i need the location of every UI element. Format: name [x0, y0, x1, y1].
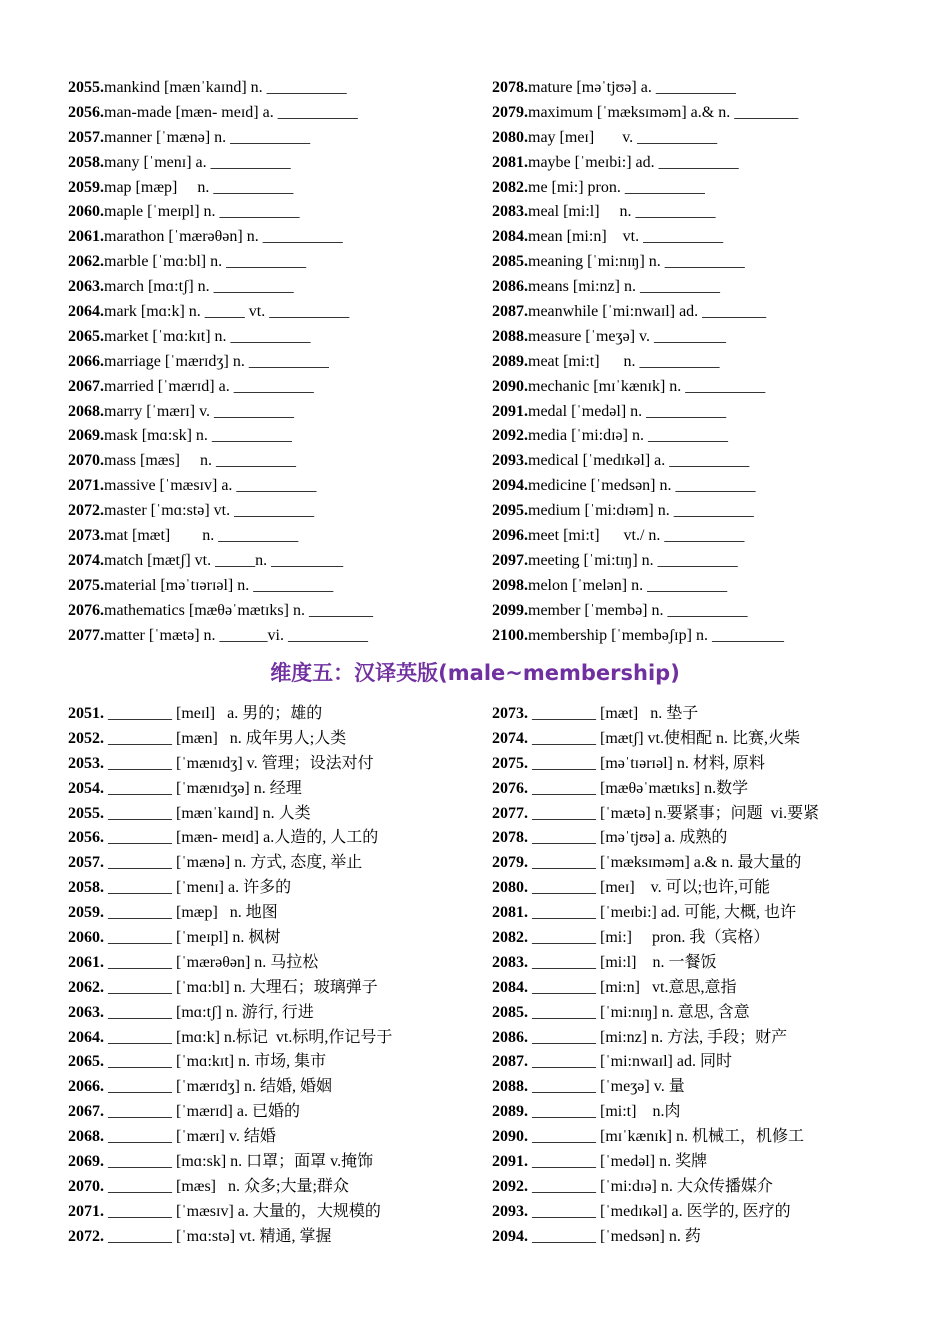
vocab-entry	[68, 200, 373, 225]
vocab-entry	[68, 1075, 392, 1100]
entry-number: 2055.	[68, 804, 104, 822]
entry-text: ________ [ˈmærɪd] a. 已婚的	[104, 1103, 300, 1121]
entry-text: mankind [mænˈkaɪnd] n. __________	[104, 79, 347, 96]
entry-text: mature [məˈtjʊə] a. __________	[528, 79, 736, 96]
entry-number: 2061.	[68, 228, 104, 246]
entry-number: 2073.	[68, 527, 104, 545]
entry-number: 2062.	[68, 978, 104, 996]
entry-number: 2070.	[68, 1177, 104, 1195]
vocab-entry	[492, 851, 819, 876]
entry-number: 2066.	[68, 1078, 104, 1096]
entry-number: 2066.	[68, 352, 104, 370]
entry-number: 2087.	[492, 1053, 528, 1071]
entry-number: 2081.	[492, 153, 528, 171]
entry-number: 2073.	[492, 705, 528, 722]
entry-text: ________ [mæs] n. 众多;大量;群众	[104, 1177, 349, 1195]
entry-number: 2074.	[68, 551, 104, 569]
vocab-entry	[68, 1125, 392, 1150]
entry-text: ________ [ˈmedɪkəl] a. 医学的, 医疗的	[528, 1202, 791, 1220]
vocab-entry	[68, 802, 392, 827]
vocab-entry	[492, 624, 798, 649]
vocab-entry	[492, 1225, 819, 1250]
entry-number: 2056.	[68, 103, 104, 121]
entry-text: mathematics [mæθəˈmætɪks] n. ________	[104, 601, 373, 619]
entry-text: ________ [ˈmæksɪməm] a.& n. 最大量的	[528, 854, 802, 872]
entry-text: ________ [mæn] n. 成年男人;人类	[104, 729, 347, 747]
entry-text: member [ˈmembə] n. __________	[528, 601, 748, 619]
vocab-entry	[492, 876, 819, 901]
entry-number: 2080.	[492, 128, 528, 146]
vocab-entry	[68, 250, 373, 275]
entry-number: 2052.	[68, 729, 104, 747]
entry-number: 2087.	[492, 303, 528, 321]
entry-number: 2094.	[492, 477, 528, 495]
entry-text: mechanic [mɪˈkænɪk] n. __________	[528, 377, 766, 395]
entry-number: 2084.	[492, 228, 528, 246]
entry-text: meaning [ˈmi:nɪŋ] n. __________	[528, 253, 745, 271]
vocab-entry	[68, 926, 392, 951]
vocab-entry	[68, 976, 392, 1001]
entry-text: ________ [ˈmæsɪv] a. 大量的，大规模的	[104, 1202, 381, 1220]
vocab-entry	[492, 200, 798, 225]
entry-text: manner [ˈmænə] n. __________	[104, 128, 311, 146]
entry-number: 2071.	[68, 477, 104, 495]
vocab-entry	[68, 524, 373, 549]
entry-text: ________ [ˈmeɪbi:] ad. 可能, 大概, 也许	[528, 904, 796, 922]
entry-number: 2092.	[492, 427, 528, 445]
entry-number: 2100.	[492, 626, 528, 644]
entry-number: 2054.	[68, 779, 104, 797]
vocab-entry	[492, 400, 798, 425]
entry-text: melon [ˈmelən] n. __________	[528, 576, 728, 594]
entry-text: marble [ˈmɑ:bl] n. __________	[104, 253, 307, 271]
entry-text: master [ˈmɑ:stə] vt. __________	[104, 502, 315, 520]
entry-text: ________ [mi:nz] n. 方法, 手段；财产	[528, 1028, 788, 1046]
vocab-entry	[492, 1175, 819, 1200]
entry-text: march [mɑ:tʃ] n. __________	[104, 278, 294, 296]
entry-number: 2083.	[492, 203, 528, 221]
vocab-entry	[492, 1200, 819, 1225]
entry-number: 2053.	[68, 754, 104, 772]
vocab-entry	[68, 727, 392, 752]
entry-number: 2082.	[492, 929, 528, 947]
entry-text: measure [ˈmeʒə] v. _________	[528, 327, 726, 345]
vocab-entry	[492, 76, 798, 101]
vocab-entry	[68, 275, 373, 300]
entry-text: means [mi:nz] n. __________	[528, 278, 720, 296]
entry-text: medal [ˈmedəl] n. __________	[528, 402, 727, 420]
entry-number: 2086.	[492, 278, 528, 296]
entry-text: ________ [ˈmænɪdʒ] v. 管理；设法对付	[104, 754, 374, 772]
vocab-entry	[492, 1125, 819, 1150]
entry-number: 2088.	[492, 1078, 528, 1096]
entry-text: medium [ˈmi:dɪəm] n. __________	[528, 502, 754, 520]
entry-text: ________ [ˈmenɪ] a. 许多的	[104, 879, 292, 897]
entry-text: ________ [ˈmɑ:bl] n. 大理石；玻璃弹子	[104, 978, 378, 996]
vocab-entry	[492, 126, 798, 151]
entry-text: match [mætʃ] vt. _____n. _________	[104, 551, 344, 569]
entry-number: 2057.	[68, 128, 104, 146]
vocab-entry	[492, 599, 798, 624]
vocab-entry	[68, 126, 373, 151]
bottom-left-column	[68, 702, 392, 1250]
vocab-entry	[492, 926, 819, 951]
vocab-entry	[492, 176, 798, 201]
vocab-entry	[492, 777, 819, 802]
entry-number: 2067.	[68, 377, 104, 395]
entry-number: 2079.	[492, 103, 528, 121]
entry-number: 2060.	[68, 203, 104, 221]
vocab-entry	[492, 549, 798, 574]
entry-number: 2080.	[492, 879, 528, 897]
vocab-entry	[492, 151, 798, 176]
entry-text: ________ [mɪˈkænɪk] n. 机械工，机修工	[528, 1128, 804, 1146]
entry-text: membership [ˈmembəʃɪp] n. _________	[528, 626, 784, 644]
vocab-entry	[492, 752, 819, 777]
entry-number: 2077.	[68, 626, 104, 644]
vocab-entry	[68, 574, 373, 599]
entry-text: ________ [mæt] n. 垫子	[528, 705, 699, 722]
vocab-entry	[492, 524, 798, 549]
entry-text: market [ˈmɑ:kɪt] n. __________	[104, 327, 311, 345]
vocab-entry	[68, 1026, 392, 1051]
entry-text: maximum [ˈmæksɪməm] a.& n. ________	[528, 103, 799, 121]
entry-text: ________ [meɪl] a. 男的；雄的	[104, 705, 323, 722]
vocab-entry	[492, 574, 798, 599]
vocab-entry	[68, 851, 392, 876]
entry-number: 2084.	[492, 978, 528, 996]
vocab-entry	[68, 1200, 392, 1225]
entry-text: ________ [məˈtjʊə] a. 成熟的	[528, 829, 728, 847]
entry-number: 2056.	[68, 829, 104, 847]
entry-number: 2064.	[68, 303, 104, 321]
entry-number: 2068.	[68, 402, 104, 420]
entry-number: 2074.	[492, 729, 528, 747]
entry-text: mass [mæs] n. __________	[104, 452, 296, 470]
top-left-column	[68, 76, 373, 648]
vocab-entry	[492, 275, 798, 300]
vocab-entry	[492, 250, 798, 275]
entry-text: ________ [ˈmedəl] n. 奖牌	[528, 1153, 708, 1171]
entry-text: marry [ˈmærɪ] v. __________	[104, 402, 295, 420]
entry-text: ________ [mi:n] vt.意思,意指	[528, 978, 737, 996]
vocab-entry	[68, 176, 373, 201]
entry-number: 2068.	[68, 1128, 104, 1146]
entry-text: ________ [ˈmi:dɪə] n. 大众传播媒介	[528, 1177, 773, 1195]
entry-text: ________ [ˈmedsən] n. 药	[528, 1227, 701, 1245]
entry-text: meal [mi:l] n. __________	[528, 203, 716, 221]
entry-text: ________ [ˈmænɪdʒə] n. 经理	[104, 779, 302, 797]
vocab-entry	[68, 151, 373, 176]
entry-text: marriage [ˈmærɪdʒ] n. __________	[104, 352, 329, 370]
entry-number: 2095.	[492, 502, 528, 520]
entry-number: 2078.	[492, 829, 528, 847]
entry-text: meat [mi:t] n. __________	[528, 352, 720, 370]
entry-text: meet [mi:t] vt./ n. __________	[528, 527, 745, 545]
entry-number: 2075.	[68, 576, 104, 594]
entry-number: 2092.	[492, 1177, 528, 1195]
entry-text: mark [mɑ:k] n. _____ vt. __________	[104, 303, 350, 321]
vocab-entry	[492, 1050, 819, 1075]
entry-number: 2099.	[492, 601, 528, 619]
entry-number: 2082.	[492, 178, 528, 196]
entry-text: mat [mæt] n. __________	[104, 527, 299, 545]
entry-number: 2093.	[492, 1202, 528, 1220]
entry-number: 2058.	[68, 879, 104, 897]
vocab-entry	[492, 300, 798, 325]
entry-number: 2089.	[492, 1103, 528, 1121]
entry-number: 2063.	[68, 278, 104, 296]
entry-text: material [məˈtɪərɪəl] n. __________	[104, 576, 334, 594]
entry-text: ________ [mætʃ] vt.使相配 n. 比赛,火柴	[528, 729, 800, 747]
entry-text: ________ [mæθəˈmætɪks] n.数学	[528, 779, 749, 797]
entry-text: married [ˈmærɪd] a. __________	[104, 377, 314, 395]
vocab-entry	[68, 400, 373, 425]
entry-text: mean [mi:n] vt. __________	[528, 228, 724, 246]
entry-number: 2079.	[492, 854, 528, 872]
entry-text: mask [mɑ:sk] n. __________	[104, 427, 292, 445]
vocab-entry	[492, 1001, 819, 1026]
entry-text: many [ˈmenɪ] a. __________	[104, 153, 291, 171]
entry-text: ________ [ˈmeɪpl] n. 枫树	[104, 929, 281, 947]
vocab-entry	[68, 1100, 392, 1125]
entry-text: ________ [ˈmi:nɪŋ] n. 意思, 含意	[528, 1003, 750, 1021]
vocab-entry	[68, 777, 392, 802]
entry-number: 2085.	[492, 253, 528, 271]
entry-number: 2059.	[68, 178, 104, 196]
entry-text: ________ [mæn- meɪd] a.人造的, 人工的	[104, 829, 379, 847]
vocab-entry	[68, 752, 392, 777]
entry-text: ________ [ˈmeʒə] v. 量	[528, 1078, 685, 1096]
vocab-entry	[68, 300, 373, 325]
entry-text: ________ [mɑ:sk] n. 口罩；面罩 v.掩饰	[104, 1153, 374, 1171]
entry-number: 2065.	[68, 327, 104, 345]
entry-text: ________ [mi:l] n. 一餐饭	[528, 953, 717, 971]
entry-text: ________ [mɑ:tʃ] n. 游行, 行进	[104, 1003, 314, 1021]
vocab-entry	[492, 1150, 819, 1175]
entry-number: 2051.	[68, 705, 104, 722]
vocab-entry	[492, 1075, 819, 1100]
entry-number: 2072.	[68, 502, 104, 520]
entry-number: 2088.	[492, 327, 528, 345]
top-right-column	[492, 76, 798, 648]
vocab-entry	[68, 325, 373, 350]
entry-text: meeting [ˈmi:tɪŋ] n. __________	[528, 551, 738, 569]
bottom-right-column	[492, 702, 819, 1250]
vocab-entry	[68, 424, 373, 449]
vocab-entry	[68, 1175, 392, 1200]
vocab-entry	[68, 702, 392, 727]
vocab-entry	[68, 549, 373, 574]
entry-number: 2069.	[68, 427, 104, 445]
entry-number: 2061.	[68, 953, 104, 971]
vocab-entry	[492, 901, 819, 926]
entry-text: ________ [ˈmærɪ] v. 结婚	[104, 1128, 276, 1146]
entry-number: 2055.	[68, 79, 104, 96]
vocab-entry	[68, 449, 373, 474]
entry-text: ________ [ˈmɑ:stə] vt. 精通, 掌握	[104, 1227, 332, 1245]
entry-text: maybe [ˈmeɪbi:] ad. __________	[528, 153, 739, 171]
vocab-entry	[68, 826, 392, 851]
entry-number: 2093.	[492, 452, 528, 470]
vocab-entry	[492, 826, 819, 851]
entry-number: 2077.	[492, 804, 528, 822]
vocab-entry	[492, 951, 819, 976]
entry-text: ________ [ˈmi:nwaɪl] ad. 同时	[528, 1053, 732, 1071]
vocab-entry	[492, 474, 798, 499]
entry-text: ________ [ˈmɑ:kɪt] n. 市场, 集市	[104, 1053, 327, 1071]
entry-number: 2062.	[68, 253, 104, 271]
entry-text: ________ [meɪ] v. 可以;也许,可能	[528, 879, 771, 897]
entry-text: ________ [mænˈkaɪnd] n. 人类	[104, 804, 311, 822]
vocab-entry	[68, 375, 373, 400]
entry-text: ________ [ˈmærəθən] n. 马拉松	[104, 953, 319, 971]
entry-text: meanwhile [ˈmi:nwaɪl] ad. ________	[528, 303, 767, 321]
entry-text: media [ˈmi:dɪə] n. __________	[528, 427, 728, 445]
entry-number: 2070.	[68, 452, 104, 470]
entry-text: man-made [mæn- meɪd] a. __________	[104, 103, 358, 121]
vocab-entry	[492, 449, 798, 474]
vocab-entry	[492, 325, 798, 350]
vocab-entry	[492, 727, 819, 752]
entry-number: 2085.	[492, 1003, 528, 1021]
entry-text: medicine [ˈmedsən] n. __________	[528, 477, 756, 495]
entry-text: medical [ˈmedɪkəl] a. __________	[528, 452, 750, 470]
entry-text: massive [ˈmæsɪv] a. __________	[104, 477, 317, 495]
vocab-entry	[68, 599, 373, 624]
section-title: 维度五：汉译英版(male~membership)	[270, 661, 680, 685]
entry-number: 2057.	[68, 854, 104, 872]
vocab-entry	[68, 101, 373, 126]
entry-text: ________ [məˈtɪərɪəl] n. 材料, 原料	[528, 754, 765, 772]
entry-text: map [mæp] n. __________	[104, 178, 294, 196]
entry-number: 2089.	[492, 352, 528, 370]
entry-number: 2091.	[492, 402, 528, 420]
entry-number: 2069.	[68, 1153, 104, 1171]
entry-number: 2072.	[68, 1227, 104, 1245]
entry-number: 2090.	[492, 1128, 528, 1146]
entry-number: 2067.	[68, 1103, 104, 1121]
entry-number: 2090.	[492, 377, 528, 395]
vocab-entry	[68, 1225, 392, 1250]
entry-number: 2094.	[492, 1227, 528, 1245]
vocab-entry	[492, 499, 798, 524]
vocab-entry	[492, 225, 798, 250]
vocab-entry	[68, 624, 373, 649]
vocab-entry	[492, 375, 798, 400]
vocab-entry	[68, 1150, 392, 1175]
vocab-entry	[68, 76, 373, 101]
entry-number: 2064.	[68, 1028, 104, 1046]
vocab-entry	[68, 1001, 392, 1026]
entry-text: ________ [mi:t] n.肉	[528, 1103, 681, 1121]
entry-text: marathon [ˈmærəθən] n. __________	[104, 228, 343, 246]
entry-text: ________ [mɑ:k] n.标记 vt.标明,作记号于	[104, 1028, 393, 1046]
entry-number: 2081.	[492, 904, 528, 922]
entry-text: may [meɪ] v. __________	[528, 128, 718, 146]
entry-text: ________ [ˈmærɪdʒ] n. 结婚, 婚姻	[104, 1078, 332, 1096]
vocab-entry	[68, 901, 392, 926]
vocab-entry	[492, 424, 798, 449]
vocab-entry	[68, 876, 392, 901]
entry-text: matter [ˈmætə] n. ______vi. __________	[104, 626, 368, 644]
vocab-entry	[492, 802, 819, 827]
entry-number: 2096.	[492, 527, 528, 545]
vocab-entry	[68, 1050, 392, 1075]
entry-number: 2063.	[68, 1003, 104, 1021]
entry-number: 2075.	[492, 754, 528, 772]
entry-number: 2078.	[492, 79, 528, 96]
entry-text: ________ [ˈmætə] n.要紧事；问题 vi.要紧	[528, 804, 820, 822]
vocab-entry	[68, 499, 373, 524]
entry-number: 2098.	[492, 576, 528, 594]
entry-number: 2059.	[68, 904, 104, 922]
entry-number: 2083.	[492, 953, 528, 971]
entry-number: 2060.	[68, 929, 104, 947]
entry-number: 2076.	[492, 779, 528, 797]
vocab-entry	[492, 976, 819, 1001]
vocab-entry	[68, 225, 373, 250]
entry-number: 2058.	[68, 153, 104, 171]
vocab-entry	[492, 702, 819, 727]
vocab-entry	[68, 474, 373, 499]
vocab-entry	[68, 951, 392, 976]
entry-number: 2071.	[68, 1202, 104, 1220]
entry-number: 2065.	[68, 1053, 104, 1071]
entry-text: me [mi:] pron. __________	[528, 178, 705, 196]
entry-text: ________ [mi:] pron. 我（宾格）	[528, 929, 770, 947]
vocab-entry	[492, 350, 798, 375]
entry-number: 2097.	[492, 551, 528, 569]
vocab-entry	[492, 1100, 819, 1125]
entry-number: 2076.	[68, 601, 104, 619]
entry-number: 2091.	[492, 1153, 528, 1171]
vocab-entry	[68, 350, 373, 375]
entry-number: 2086.	[492, 1028, 528, 1046]
entry-text: ________ [mæp] n. 地图	[104, 904, 278, 922]
entry-text: maple [ˈmeɪpl] n. __________	[104, 203, 300, 221]
vocab-entry	[492, 101, 798, 126]
entry-text: ________ [ˈmænə] n. 方式, 态度, 举止	[104, 854, 363, 872]
vocab-entry	[492, 1026, 819, 1051]
